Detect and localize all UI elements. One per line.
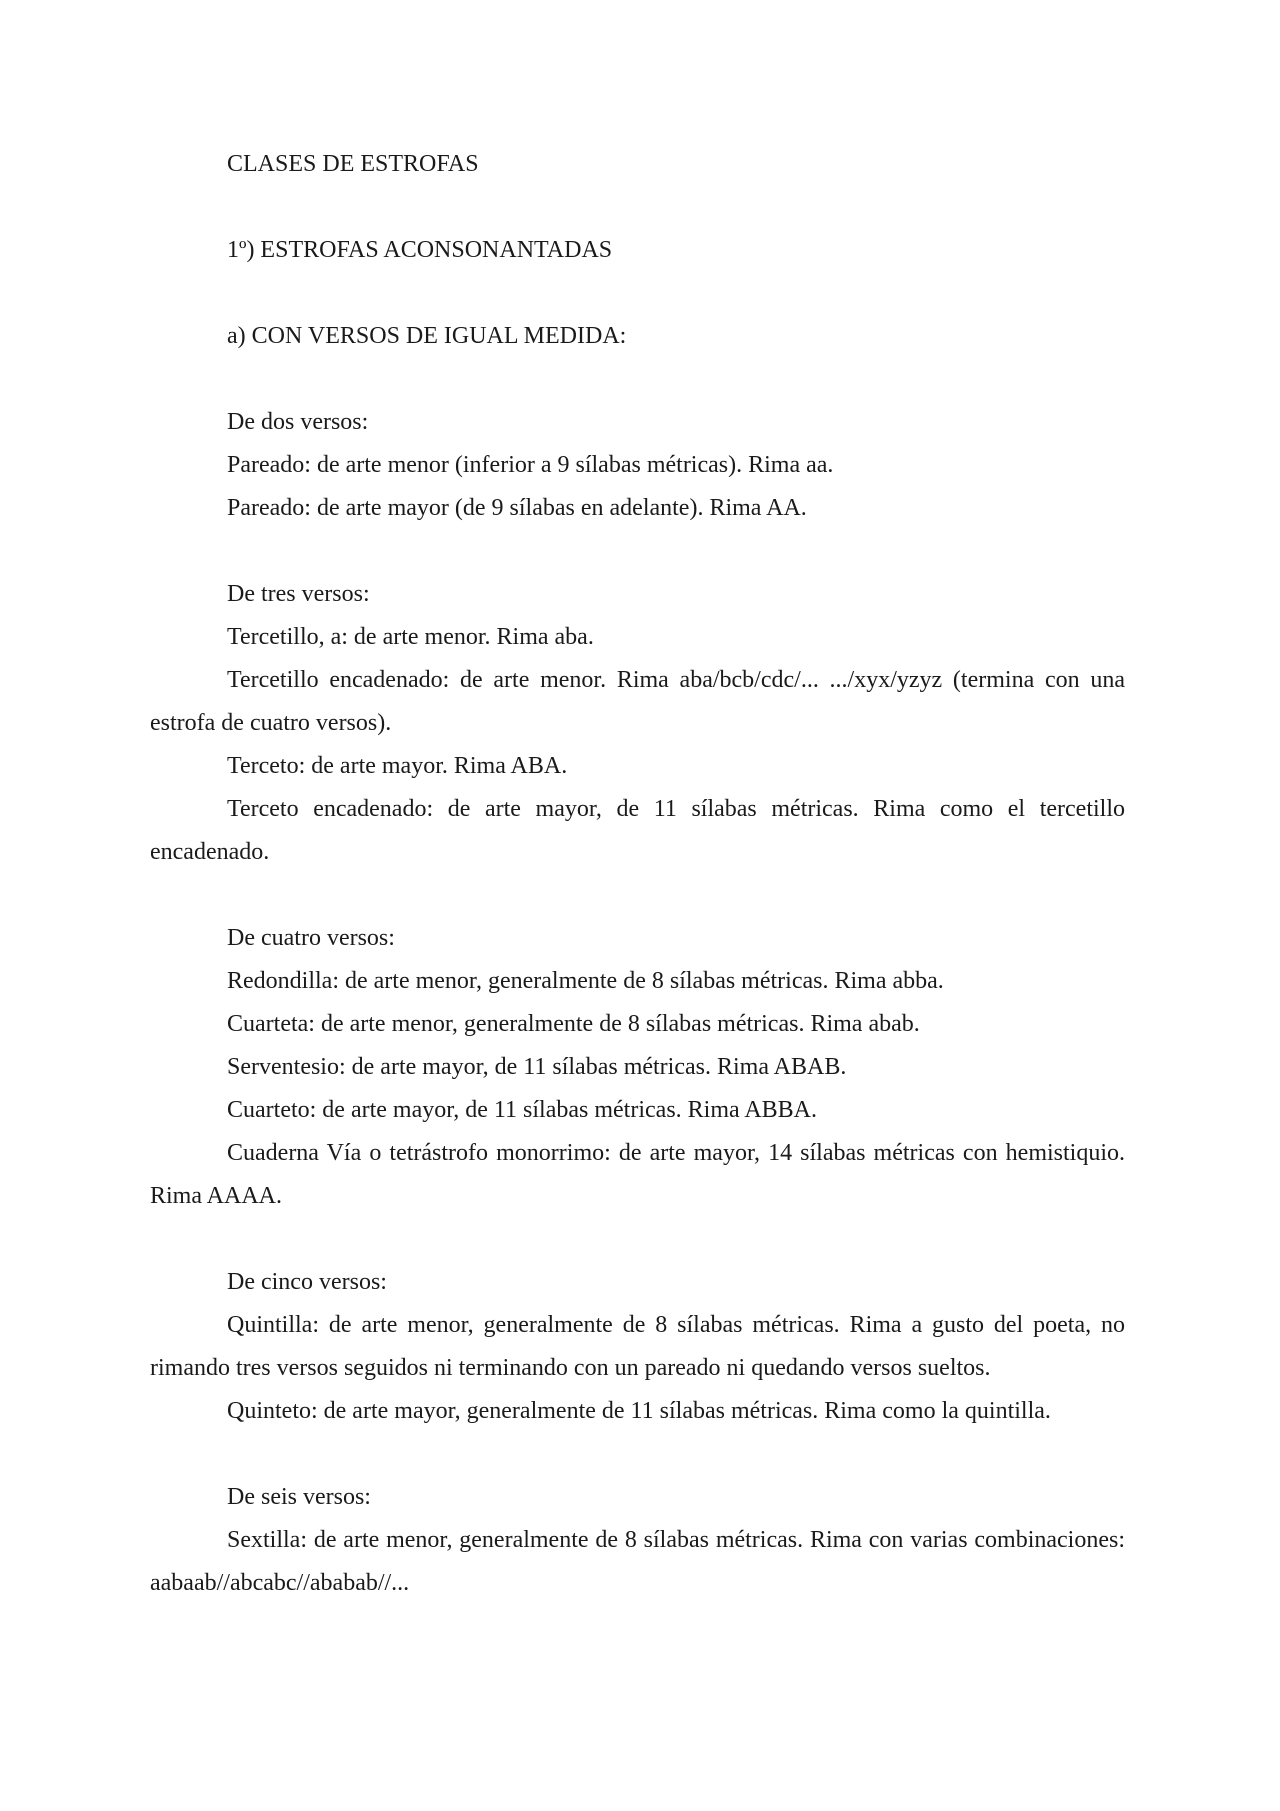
- stanza-entry: Serventesio: de arte mayor, de 11 sílabas métricas. Rima ABAB.: [227, 1054, 847, 1080]
- stanza-entry: Cuaderna Vía o tetrástrofo monorrimo: de arte mayor, 14 sílabas métricas con hemistiquio. Rima AAAA.: [150, 1140, 1125, 1209]
- stanza-entry: Quintilla: de arte menor, generalmente de 8 sílabas métricas. Rima a gusto del poeta, no rimando tres versos seguidos ni terminando con un pareado ni quedando versos sueltos.: [150, 1312, 1125, 1381]
- document-page: [150, 143, 1125, 1605]
- stanza-entry: Terceto encadenado: de arte mayor, de 11 sílabas métricas. Rima como el tercetillo encadenado.: [150, 796, 1125, 865]
- stanza-entry: Pareado: de arte menor (inferior a 9 sílabas métricas). Rima aa.: [227, 452, 834, 478]
- stanza-entry: Tercetillo, a: de arte menor. Rima aba.: [227, 624, 594, 650]
- section-heading: De seis versos:: [227, 1484, 371, 1510]
- stanza-entry: Pareado: de arte mayor (de 9 sílabas en adelante). Rima AA.: [227, 495, 807, 521]
- section-four-verses: [150, 917, 1125, 1218]
- section-two-verses: [150, 401, 1125, 530]
- section-heading: De tres versos:: [227, 581, 370, 607]
- stanza-entry: Quinteto: de arte mayor, generalmente de 11 sílabas métricas. Rima como la quintilla.: [227, 1398, 1051, 1424]
- section-six-verses: [150, 1476, 1125, 1605]
- section-five-verses: [150, 1261, 1125, 1433]
- stanza-entry: Terceto: de arte mayor. Rima ABA.: [227, 753, 568, 779]
- stanza-entry: Cuarteto: de arte mayor, de 11 sílabas métricas. Rima ABBA.: [227, 1097, 818, 1123]
- section-heading: De cinco versos:: [227, 1269, 387, 1295]
- section-three-verses: [150, 573, 1125, 874]
- stanza-entry: Sextilla: de arte menor, generalmente de 8 sílabas métricas. Rima con varias combinaciones: aabaab//abcabc//ababab//...: [150, 1527, 1125, 1596]
- stanza-entry: Redondilla: de arte menor, generalmente de 8 sílabas métricas. Rima abba.: [227, 968, 944, 994]
- section-heading: De dos versos:: [227, 409, 369, 435]
- stanza-entry: Tercetillo encadenado: de arte menor. Rima aba/bcb/cdc/... .../xyx/yzyz (termina con una estrofa de cuatro versos).: [150, 667, 1125, 736]
- part-heading: 1º) ESTROFAS ACONSONANTADAS: [227, 237, 613, 263]
- section-heading: De cuatro versos:: [227, 925, 395, 951]
- document-title: CLASES DE ESTROFAS: [227, 151, 479, 177]
- stanza-entry: Cuarteta: de arte menor, generalmente de 8 sílabas métricas. Rima abab.: [227, 1011, 920, 1037]
- subpart-heading: a) CON VERSOS DE IGUAL MEDIDA:: [227, 323, 627, 349]
